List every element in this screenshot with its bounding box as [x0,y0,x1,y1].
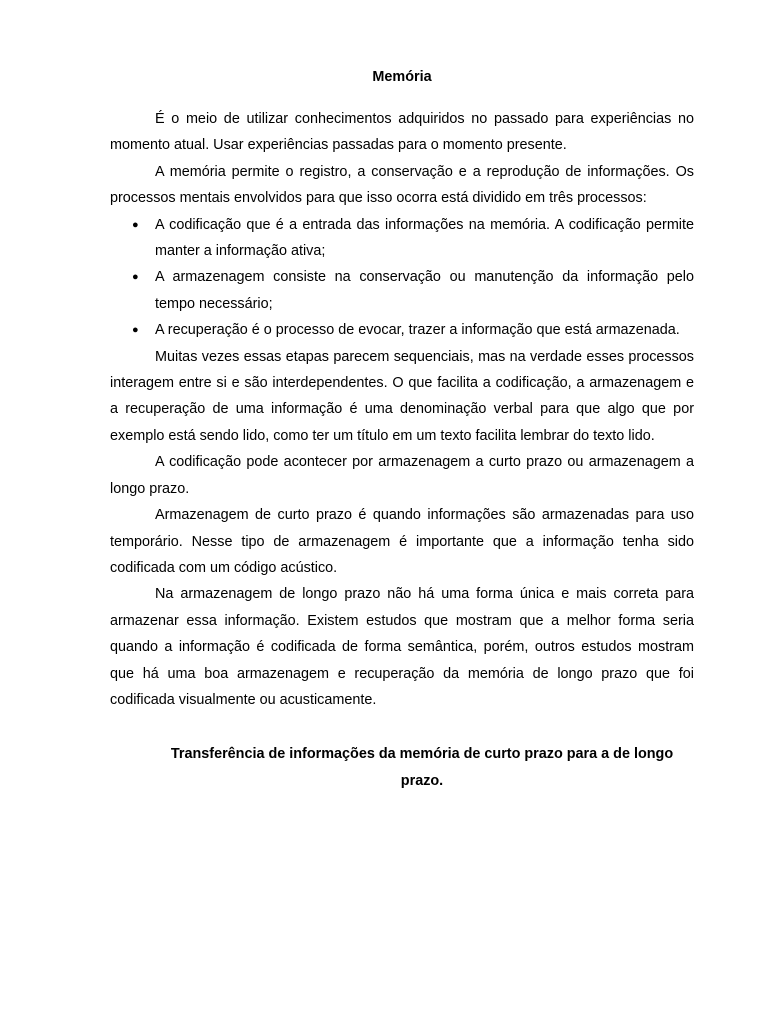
bullet-icon: ● [132,218,139,231]
document-page [110,66,694,794]
list-item-text: A recuperação é o processo de evocar, trazer a informação que está armazenada. [155,322,680,339]
process-list [110,212,694,344]
paragraph-long-term: Na armazenagem de longo prazo não há uma forma única e mais correta para armazenar essa informação. Existem estudos que mostram que a melhor forma seria quando a informação é codificada de forma semântica, porém, outros estudos mostram que há uma boa armazenagem e recuperação da memória de longo prazo que foi codificada visualmente ou acusticamente. [110,586,694,708]
bullet-icon: ● [132,324,139,337]
paragraph-processes-intro: A memória permite o registro, a conservação e a reprodução de informações. Os processos mentais envolvidos para que isso ocorra está dividido em três processos: [110,163,694,207]
list-item-text: A codificação que é a entrada das informações na memória. A codificação permite manter a informação ativa; [155,216,694,260]
paragraph-interdependence: Muitas vezes essas etapas parecem sequenciais, mas na verdade esses processos interagem entre si e são interdependentes. O que facilita a codificação, a armazenagem e a recuperação de uma informação é uma denominação verbal para que algo que por exemplo está sendo lido, como ter um título em um texto facilita lembrar do texto lido. [110,348,694,444]
paragraph-short-term: Armazenagem de curto prazo é quando informações são armazenadas para uso temporário. Nesse tipo de armazenagem é importante que a informação tenha sido codificada com um código acústico. [110,507,694,576]
bullet-icon: ● [132,271,139,284]
section-subtitle: Transferência de informações da memória de curto prazo para a de longo prazo. [170,746,674,789]
list-item-text: A armazenagem consiste na conservação ou manutenção da informação pelo tempo necessário; [155,269,694,312]
paragraph-encoding-types: A codificação pode acontecer por armazenagem a curto prazo ou armazenagem a longo prazo. [110,454,694,497]
paragraph-definition: É o meio de utilizar conhecimentos adquiridos no passado para experiências no momento atual. Usar experiências passadas para o momento presente. [110,111,694,154]
document-title: Memória [372,69,432,85]
list-item [110,264,694,317]
list-item [110,212,694,265]
list-item [110,317,694,343]
